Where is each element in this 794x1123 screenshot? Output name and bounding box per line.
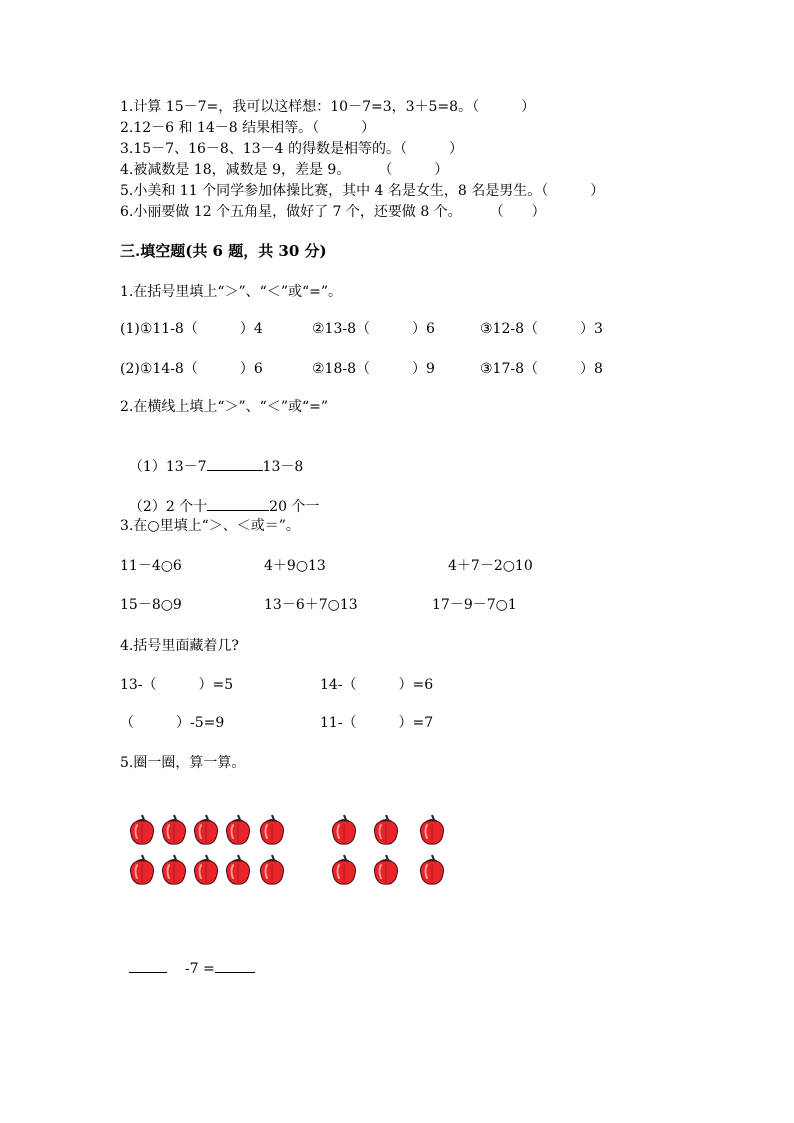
q2-item-1	[120, 438, 303, 476]
q2-item-1-right: 13－8	[262, 459, 304, 475]
answer-blank[interactable]	[215, 958, 255, 973]
tf-item-4: 4.被减数是 18，减数是 9，差是 9。 （ ）	[120, 162, 449, 178]
tf-item-1: 1.计算 15－7=，我可以这样想：10－7=3，3＋5=8。（ ）	[120, 99, 536, 115]
pepper-icon	[258, 812, 286, 846]
q4-r2-c2: 11-（ ）=7	[320, 715, 434, 731]
pepper-icon	[330, 812, 358, 846]
q3-r1-c2: 4＋9○13	[264, 558, 326, 574]
q5-equation	[120, 940, 255, 978]
pepper-icon	[224, 812, 252, 846]
q3-title: 3.在○里填上“＞、＜或＝”。	[120, 518, 300, 534]
pepper-icon	[224, 852, 252, 886]
q2-item-2	[120, 478, 319, 516]
pepper-icon	[192, 812, 220, 846]
q3-r2-c3: 17－9－7○1	[432, 597, 517, 613]
q1-r2-c2: ②18-8（ ）9	[312, 361, 435, 377]
q1-r1-c1: (1)①11-8（ ）4	[120, 321, 263, 337]
tf-item-2: 2.12－6 和 14－8 结果相等。（ ）	[120, 120, 376, 136]
q1-title: 1.在括号里填上“＞”、“＜”或“=”。	[120, 284, 343, 300]
q4-r2-c1: （ ）-5=9	[120, 715, 225, 731]
tf-item-3: 3.15－7、16－8、13－4 的得数是相等的。（ ）	[120, 141, 463, 157]
q1-r2-c1: (2)①14-8（ ）6	[120, 361, 263, 377]
pepper-icon	[192, 852, 220, 886]
pepper-icon	[418, 852, 446, 886]
q2-item-1-left: （1）13－7	[128, 459, 207, 475]
q1-r1-c3: ③12-8（ ）3	[480, 321, 603, 337]
q5-title: 5.圈一圈，算一算。	[120, 755, 246, 771]
q4-r1-c2: 14-（ ）=6	[320, 677, 434, 693]
pepper-icon	[418, 812, 446, 846]
q1-r2-c3: ③17-8（ ）8	[480, 361, 603, 377]
q3-r2-c1: 15－8○9	[120, 597, 182, 613]
q4-r1-c1: 13-（ ）=5	[120, 677, 234, 693]
q3-r1-c3: 4＋7－2○10	[448, 558, 533, 574]
q2-title: 2.在横线上填上“＞”、“＜”或“=”	[120, 399, 329, 415]
q3-r1-c1: 11－4○6	[120, 558, 182, 574]
answer-blank[interactable]	[207, 456, 263, 471]
answer-blank[interactable]	[129, 958, 167, 973]
pepper-icon	[330, 852, 358, 886]
q2-item-2-left: （2）2 个十	[128, 499, 208, 515]
q2-item-2-right: 20 个一	[269, 499, 320, 515]
pepper-icon	[128, 852, 156, 886]
tf-item-5: 5.小美和 11 个同学参加体操比赛，其中 4 名是女生，8 名是男生。（ ）	[120, 183, 605, 199]
tf-item-6: 6.小丽要做 12 个五角星，做好了 7 个，还要做 8 个。 （ ）	[120, 204, 546, 220]
q5-equation-op: -7 =	[184, 961, 215, 977]
q1-r1-c2: ②13-8（ ）6	[312, 321, 435, 337]
pepper-icon	[258, 852, 286, 886]
pepper-icon	[372, 852, 400, 886]
q4-title: 4.括号里面藏着几?	[120, 638, 239, 654]
answer-blank[interactable]	[207, 496, 269, 511]
pepper-icon	[160, 852, 188, 886]
pepper-icon	[128, 812, 156, 846]
q3-r2-c2: 13－6＋7○13	[264, 597, 358, 613]
pepper-icon	[160, 812, 188, 846]
pepper-icon	[372, 812, 400, 846]
section-title: 三.填空题(共 6 题，共 30 分)	[120, 242, 327, 260]
